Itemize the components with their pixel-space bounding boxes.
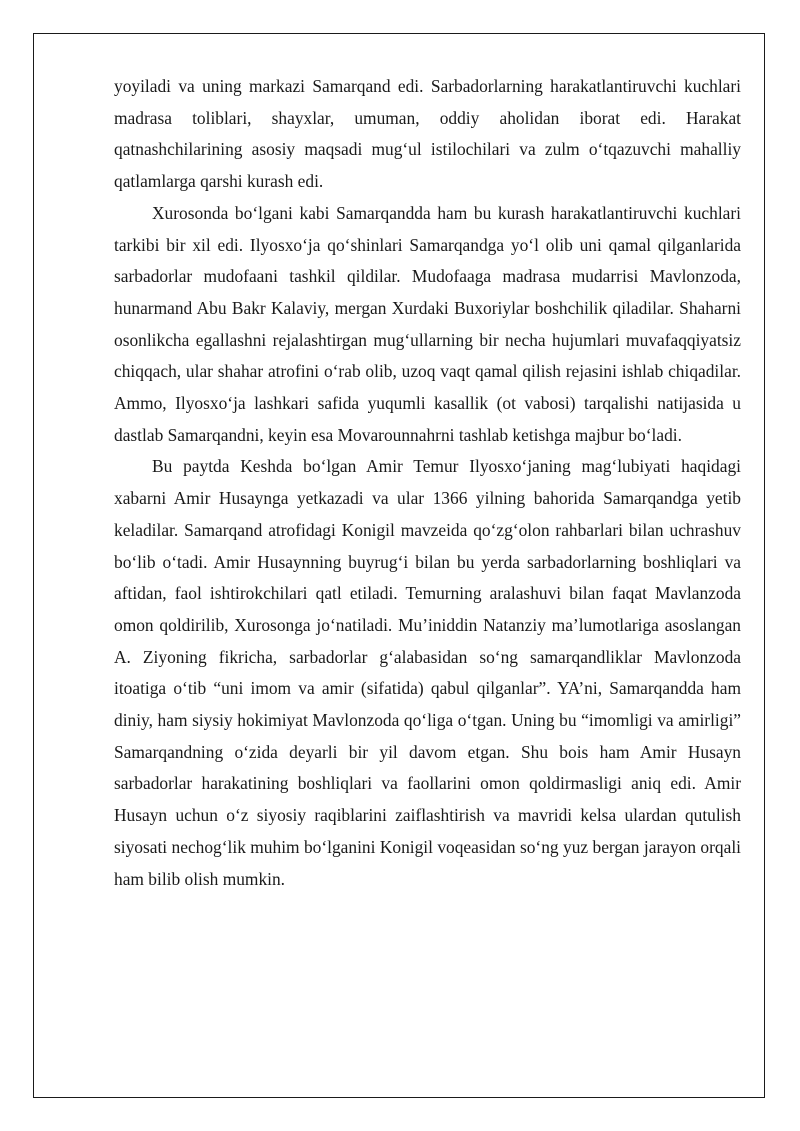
document-body <box>114 71 741 895</box>
paragraph-amir-temur: Bu paytda Keshda bo‘lgan Amir Temur Ilyosxo‘janing mag‘lubiyati haqidagi xabarni Amir Husaynga yetkazadi va ular 1366 yilning bahorida Samarqandga yetib keladilar. Samarqand atrofidagi Konigil mavzeida qo‘zg‘olon rahbarlari bilan uchrashuv bo‘lib o‘tadi. Amir Husaynning buyrug‘i bilan bu yerda sarbadorlarning boshliqlari va aftidan, faol ishtirokchilari qatl etiladi. Temurning aralashuvi bilan faqat Mavlanzoda omon qoldirilib, Xurosonga jo‘natiladi. Mu’iniddin Natanziy ma’lumotlariga asoslangan A. Ziyoning fikricha, sarbadorlar g‘alabasidan so‘ng samarqandliklar Mavlonzoda itoatiga o‘tib “uni imom va amir (sifatida) qabul qilganlar”. YA’ni, Samarqandda ham diniy, ham siysiy hokimiyat Mavlonzoda qo‘liga o‘tgan. Uning bu “imomligi va amirligi” Samarqandning o‘zida deyarli bir yil davom etgan. Shu bois ham Amir Husayn sarbadorlar harakatining boshliqlari va faollarini omon qoldirmasligi aniq edi. Amir Husayn uchun o‘z siyosiy raqiblarini zaiflashtirish va mavridi kelsa ulardan qutulish siyosati nechog‘lik muhim bo‘lganini Konigil voqeasidan so‘ng yuz bergan jarayon orqali ham bilib olish mumkin. <box>114 456 741 889</box>
paragraph-xuroson: Xurosonda bo‘lgani kabi Samarqandda ham bu kurash harakatlantiruvchi kuchlari tarkibi bir xil edi. Ilyosxo‘ja qo‘shinlari Samarqandga yo‘l olib uni qamal qilganlarida sarbadorlar mudofaani tashkil qildilar. Mudofaaga madrasa mudarrisi Mavlonzoda, hunarmand Abu Bakr Kalaviy, mergan Xurdaki Buxoriylar boshchilik qiladilar. Shaharni osonlikcha egallashni rejalashtirgan mug‘ullarning bir necha hujumlari muvafaqqiyatsiz chiqqach, ular shahar atrofini o‘rab olib, uzoq vaqt qamal qilish rejasini ishlab chiqadilar. Ammo, Ilyosxo‘ja lashkari safida yuqumli kasallik (ot vabosi) tarqalishi natijasida u dastlab Samarqandni, keyin esa Movarounnahrni tashlab ketishga majbur bo‘ladi. <box>114 202 741 445</box>
paragraph-continuation: yoyiladi va uning markazi Samarqand edi. Sarbadorlarning harakatlantiruvchi kuchlari madrasa toliblari, shayxlar, umuman, oddiy aholidan iborat edi. Harakat qatnashchilarining asosiy maqsadi mug‘ul istilochilari va zulm o‘tqazuvchi mahalliy qatlamlarga qarshi kurash edi. <box>114 76 741 192</box>
